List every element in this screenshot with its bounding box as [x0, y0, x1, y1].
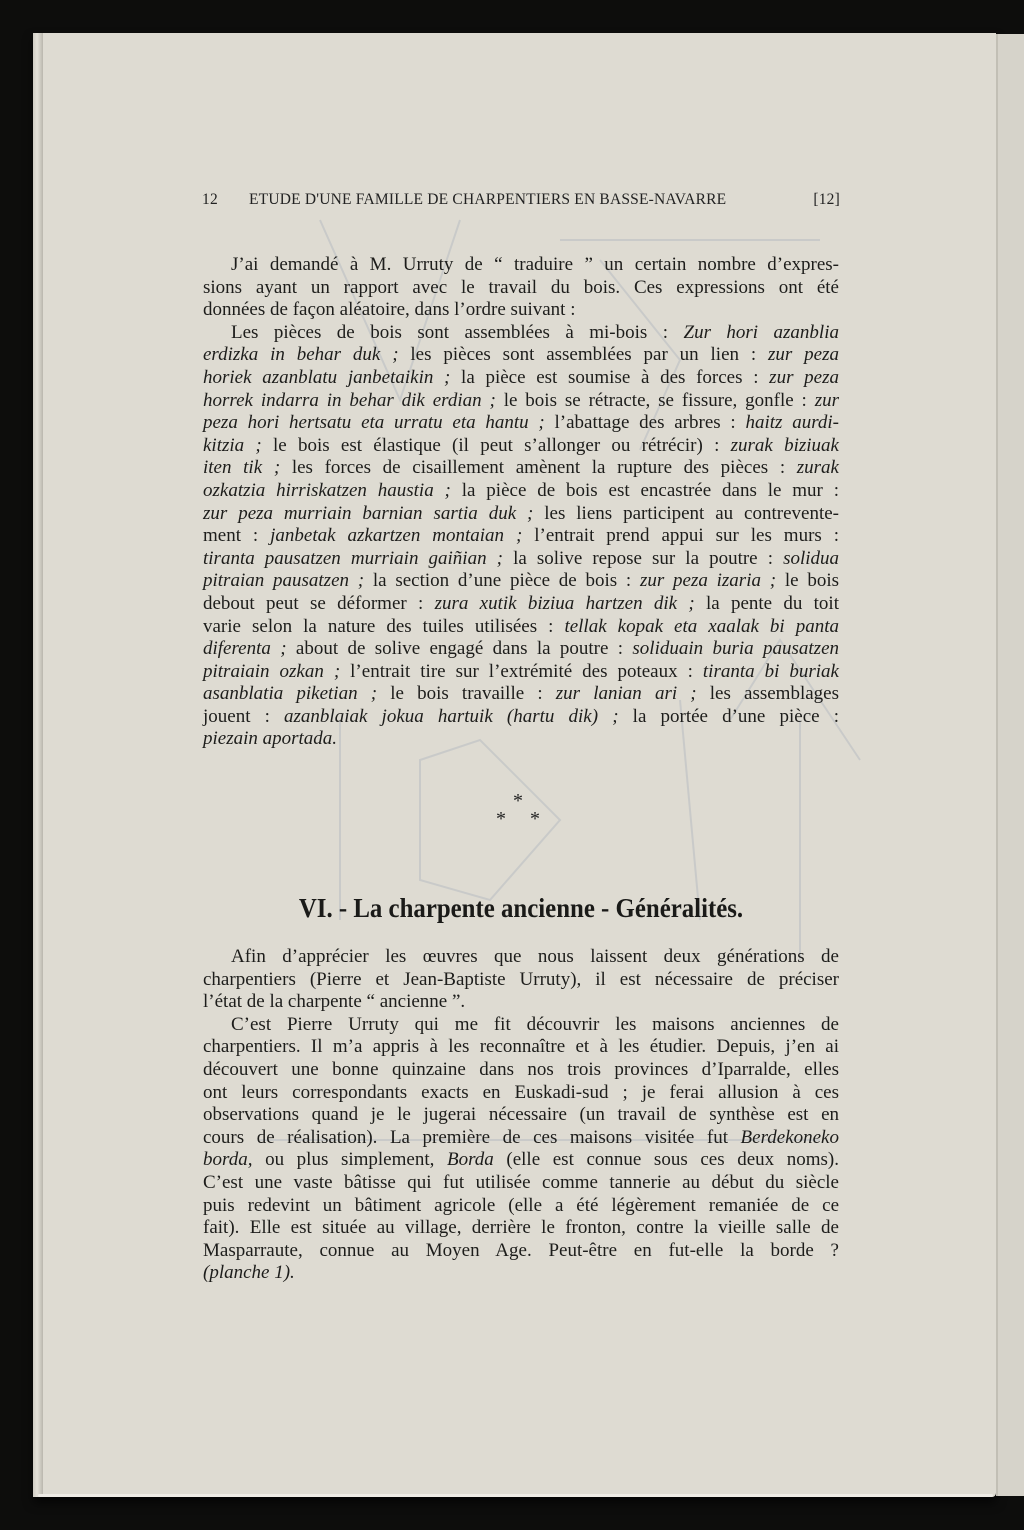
text-line — [203, 1082, 839, 1105]
asterisk: * — [513, 790, 523, 812]
text-run: la pièce est soumise à des forces : — [450, 366, 770, 388]
text-line — [203, 435, 839, 458]
text-line — [203, 457, 839, 480]
text-run: la pente du toit — [694, 592, 839, 614]
text-run: Les pièces de bois sont assemblées à mi-bois : — [231, 321, 684, 343]
running-header — [202, 191, 840, 213]
text-line — [203, 570, 839, 593]
text-run: la solive repose sur la poutre : — [503, 547, 784, 569]
text-run: Afin d’apprécier les œuvres que nous laissent deux générations de — [231, 946, 839, 967]
text-line — [203, 548, 839, 571]
basque-term: zur peza — [768, 344, 839, 366]
glossary-paragraphs — [203, 254, 839, 751]
basque-term: tiranta bi buriak — [702, 660, 839, 682]
basque-term: (planche 1). — [203, 1262, 295, 1284]
basque-term: piezain aportada. — [203, 728, 338, 750]
section-body — [203, 946, 839, 1285]
text-line — [203, 525, 839, 548]
asterism-separator — [480, 790, 560, 830]
basque-term: pitraiain ozkan ; — [203, 660, 341, 682]
basque-term: tellak kopak eta xaalak bi panta — [564, 615, 839, 637]
text-line — [203, 254, 839, 277]
basque-term: diferenta ; — [203, 638, 287, 660]
text-run: le bois — [776, 570, 839, 592]
text-line — [203, 1195, 839, 1218]
basque-term: iten tik ; — [203, 457, 281, 479]
facing-page-edge — [996, 34, 1024, 1496]
basque-term: ozkatzia hirriskatzen haustia ; — [203, 479, 451, 501]
text-line — [203, 1059, 839, 1082]
text-line — [203, 390, 839, 413]
text-run: charpentiers. Il m’a appris à les reconnaître et à les étudier. Depuis, j’en ai — [203, 1036, 839, 1058]
basque-term: kitzia ; — [203, 434, 262, 456]
text-line — [203, 1172, 839, 1195]
page-stack-edge — [33, 33, 43, 1497]
basque-term: zur lanian ari ; — [555, 683, 697, 705]
text-line — [203, 969, 839, 992]
basque-term: tiranta pausatzen murriain gaiñian ; — [203, 547, 503, 569]
text-line — [203, 1262, 839, 1285]
text-line — [203, 1014, 839, 1037]
text-run: données de façon aléatoire, dans l’ordre suivant : — [203, 299, 576, 321]
text-run: fait). Elle est située au village, derrière le fronton, contre la vieille salle de — [203, 1217, 839, 1239]
text-line — [203, 299, 839, 322]
text-line — [203, 503, 839, 526]
text-line — [203, 661, 839, 684]
text-line — [203, 1240, 839, 1263]
asterisk: * — [530, 808, 540, 830]
basque-term: borda, — [203, 1149, 253, 1171]
basque-term: asanblatia piketian ; — [203, 683, 378, 705]
text-run: le bois travaille : — [377, 683, 556, 705]
basque-term: janbetak azkartzen montaian ; — [270, 525, 523, 547]
text-run: charpentiers (Pierre et Jean-Baptiste Urruty), il est nécessaire de préciser — [203, 968, 839, 990]
text-run: Masparraute, connue au Moyen Age. Peut-être en fut-elle la borde ? — [203, 1239, 839, 1261]
text-run: varie selon la nature des tuiles utilisées : — [203, 615, 565, 637]
text-line — [203, 946, 839, 969]
basque-term: zur peza izaria ; — [639, 570, 777, 592]
text-line — [203, 728, 839, 751]
text-run: debout peut se déformer : — [203, 592, 435, 614]
basque-term: Zur hori azanblia — [683, 321, 839, 343]
page-bottom-edge — [38, 1494, 993, 1497]
asterisk: * — [496, 808, 506, 830]
basque-term: solidua — [783, 547, 840, 569]
text-run: ou plus simplement, — [252, 1149, 447, 1171]
text-run: la section d’une pièce de bois : — [364, 570, 640, 592]
basque-term: erdizka in behar duk ; — [203, 344, 399, 366]
text-run: ont leurs correspondants exacts en Euskadi-sud ; je ferai allusion à ces — [203, 1081, 839, 1103]
text-run: l’entrait prend appui sur les murs : — [522, 525, 840, 547]
basque-term: pitraian pausatzen ; — [203, 570, 365, 592]
text-run: puis redevint un bâtiment agricole (elle a été légèrement remaniée de ce — [203, 1194, 839, 1216]
basque-term: horiek azanblatu janbetaikin ; — [203, 366, 451, 388]
text-line — [203, 706, 839, 729]
text-run: jouent : — [203, 705, 285, 727]
text-line — [203, 593, 839, 616]
text-run: le bois se rétracte, se fissure, gonfle : — [495, 389, 815, 411]
basque-term: horrek indarra in behar dik erdian ; — [203, 389, 496, 411]
running-title: ETUDE D'UNE FAMILLE DE CHARPENTIERS EN BASSE-NAVARRE — [249, 191, 727, 208]
basque-term: zur peza murriain barnian sartia duk ; — [203, 502, 534, 524]
text-run: la pièce de bois est encastrée dans le mur : — [450, 479, 839, 501]
text-line — [203, 683, 839, 706]
text-run: les forces de cisaillement amènent la rupture des pièces : — [280, 457, 797, 479]
text-run: C’est Pierre Urruty qui me fit découvrir les maisons anciennes de — [231, 1013, 839, 1035]
basque-term: zur — [814, 389, 839, 411]
text-run: l’abattage des arbres : — [544, 412, 746, 434]
text-line — [203, 1149, 839, 1172]
basque-term: zurak — [796, 457, 839, 479]
section-heading: VI. - La charpente ancienne - Généralités. — [298, 893, 744, 923]
text-line — [203, 480, 839, 503]
basque-term: Borda — [446, 1149, 494, 1171]
text-run: about de solive engagé dans la poutre : — [286, 638, 633, 660]
text-line — [203, 1127, 839, 1150]
bracket-page-ref: [12] — [813, 191, 840, 208]
text-line — [203, 1217, 839, 1240]
text-line — [203, 322, 839, 345]
text-run: la portée d’une pièce : — [618, 705, 839, 727]
text-run: observations quand je le jugerai nécessaire (un travail de synthèse est en — [203, 1104, 839, 1126]
basque-term: Berdekoneko — [740, 1126, 839, 1148]
text-run: J’ai demandé à M. Urruty de “ traduire ” un certain nombre d’expres- — [231, 254, 839, 275]
text-run: l’entrait tire sur l’extrémité des poteaux : — [340, 660, 703, 682]
text-run: les pièces sont assemblées par un lien : — [398, 344, 768, 366]
basque-term: azanblaiak jokua hartuik (hartu dik) ; — [284, 705, 619, 727]
page-number: 12 — [202, 191, 218, 208]
basque-term: zur peza — [769, 366, 839, 388]
text-line — [203, 1104, 839, 1127]
basque-term: haitz aurdi- — [745, 412, 839, 434]
text-line — [203, 412, 839, 435]
text-run: les liens participent au contrevente- — [533, 502, 839, 524]
text-run: (elle est connue sous ces deux noms). — [493, 1149, 839, 1171]
basque-term: soliduain buria pausatzen — [632, 638, 840, 660]
text-run: C’est une vaste bâtisse qui fut utilisée comme tannerie au début du siècle — [203, 1171, 839, 1193]
text-line — [203, 277, 839, 300]
text-run: l’état de la charpente “ ancienne ”. — [203, 991, 466, 1013]
text-line — [203, 344, 839, 367]
text-line — [203, 616, 839, 639]
text-line — [203, 367, 839, 390]
basque-term: peza hori hertsatu eta urratu eta hantu ; — [203, 412, 545, 434]
text-run: cours de réalisation). La première de ces maisons visitée fut — [203, 1126, 741, 1148]
text-run: les assemblages — [696, 683, 840, 705]
text-run: sions ayant un rapport avec le travail du bois. Ces expressions ont été — [203, 276, 839, 298]
basque-term: zurak biziuak — [730, 434, 839, 456]
text-run: ment : — [203, 525, 271, 547]
basque-term: zura xutik biziua hartzen dik ; — [434, 592, 695, 614]
text-run: le bois est élastique (il peut s’allonger ou rétrécir) : — [261, 434, 731, 456]
text-run: découvert une bonne quinzaine dans nos trois provinces d’Iparralde, elles — [203, 1058, 839, 1080]
text-line — [203, 638, 839, 661]
text-line — [203, 1036, 839, 1059]
text-line — [203, 991, 839, 1014]
